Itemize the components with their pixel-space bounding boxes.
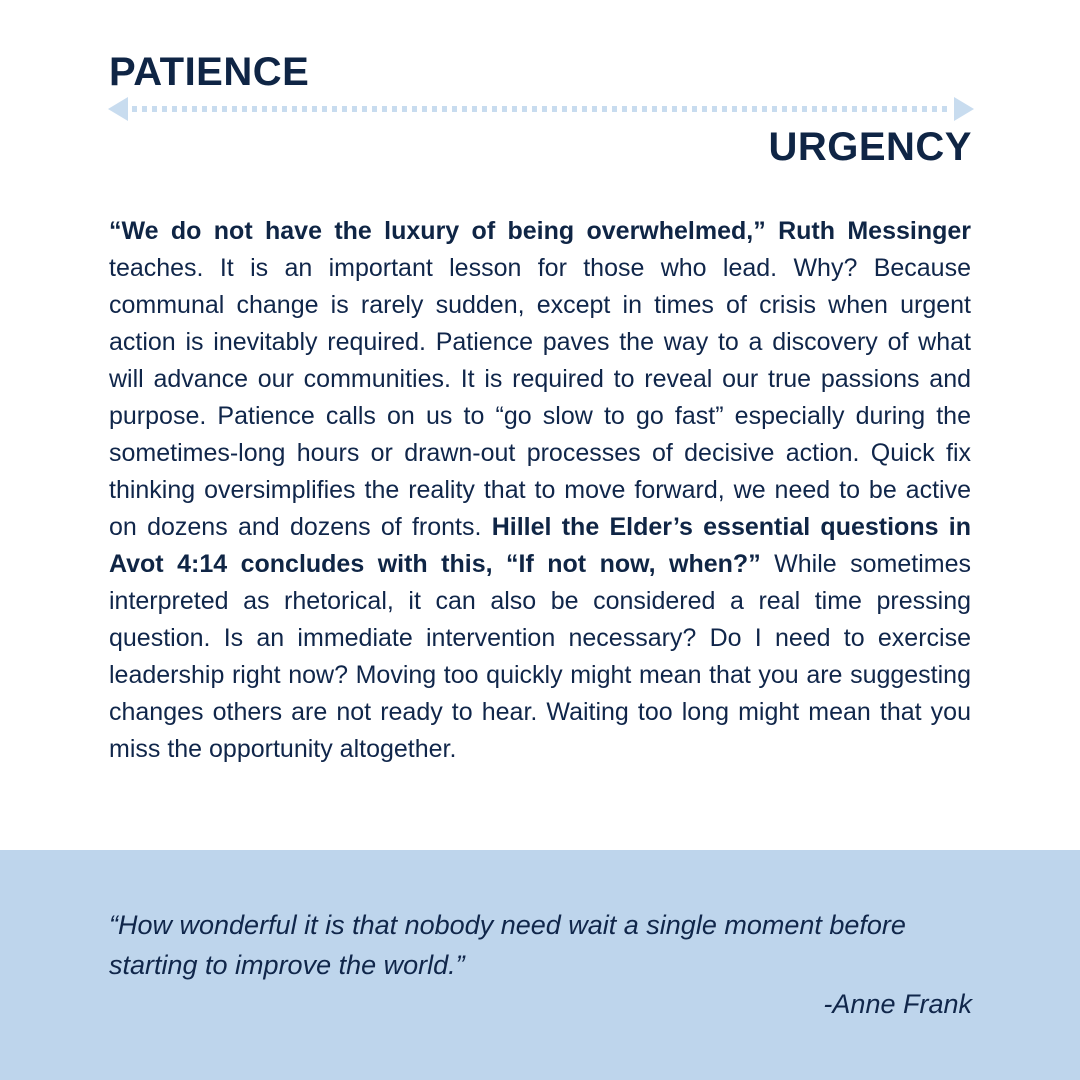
- quote-text: “How wonderful it is that nobody need wait a single moment before starting to improve the world.”: [109, 910, 906, 980]
- arrowhead-left-icon: [108, 97, 128, 121]
- body-text-part-1: teaches. It is an important lesson for those who lead. Why? Because communal change is rarely sudden, except in times of crisis when urgent action is inevitably required. Patience paves the way to a discovery of what will advance our communities. It is required to reveal our true passions and purpose. Patience calls on us to “go slow to go fast” especially during the sometimes-long hours or drawn-out processes of decisive action. Quick fix thinking oversimplifies the reality that to move forward, we need to be active on dozens and dozens of fronts.: [109, 254, 971, 541]
- bold-quote-messinger: “We do not have the luxury of being overwhelmed,” Ruth Messinger: [109, 217, 971, 245]
- body-text-part-2: While sometimes interpreted as rhetorical, it can also be considered a real time pressing question. Is an immediate intervention necessary? Do I need to exercise leadership right now? Moving too quickly might mean that you are suggesting changes others are not ready to hear. Waiting too long might mean that you miss the opportunity altogether.: [109, 550, 972, 763]
- body-paragraph: [109, 213, 971, 768]
- spectrum-arrow-graphic: [108, 94, 974, 124]
- bold-quote-hillel: Hillel the Elder’s essential questions in Avot 4:14 concludes with this, “If not now, when?”: [109, 513, 971, 578]
- arrowhead-right-icon: [954, 97, 974, 121]
- spectrum-arrow: [108, 94, 974, 124]
- title-patience: PATIENCE: [109, 50, 310, 94]
- quote-author: -Anne Frank: [823, 989, 972, 1019]
- title-urgency: URGENCY: [768, 125, 972, 169]
